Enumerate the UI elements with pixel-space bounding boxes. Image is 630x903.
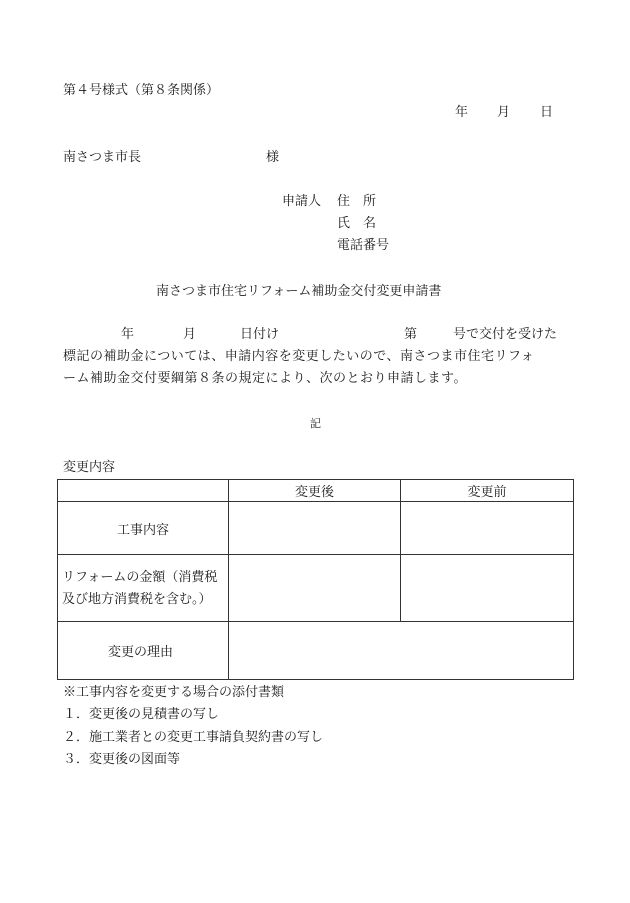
addressee-honorific: 様 [266,150,280,165]
table-row [58,622,574,680]
body-line-3: ーム補助金交付要綱第８条の規定により、次のとおり申請します。 [63,371,467,386]
attachments-heading: ※工事内容を変更する場合の添付書類 [63,685,285,700]
attachment-item: ２．施工業者との変更工事請負契約書の写し [63,730,324,745]
attachment-item: ３．変更後の図面等 [63,752,181,767]
attachment-item: １．変更後の見積書の写し [63,707,220,722]
date-month-label: 月 [497,105,511,120]
body-line-2: 標記の補助金については、申請内容を変更したいので、南さつま市住宅リフォ [63,349,535,364]
reason-cell[interactable] [229,622,574,680]
row-label-work: 工事内容 [58,502,229,555]
ref-month-label: 月 [183,327,197,342]
ref-year-label: 年 [121,327,135,342]
date-year-label: 年 [455,105,469,120]
amount-after-cell[interactable] [229,555,401,622]
document-title: 南さつま市住宅リフォーム補助金交付変更申請書 [156,284,442,299]
table-row [58,502,574,555]
header-before: 変更前 [401,480,574,502]
date-day-label: 日 [540,105,554,120]
applicant-address-label: 住 所 [337,194,377,209]
work-after-cell[interactable] [229,502,401,555]
header-empty-cell [58,480,229,502]
table-header-row [58,480,574,502]
ref-dated-label: 日付け [240,327,280,342]
addressee-name: 南さつま市長 [63,150,142,165]
header-after: 変更後 [229,480,401,502]
form-number: 第４号様式（第８条関係） [63,83,220,98]
ref-number-suffix: 号で交付を受けた [453,327,558,342]
row-label-reason: 変更の理由 [58,622,229,680]
table-row [58,555,574,622]
applicant-phone-label: 電話番号 [337,238,390,253]
row-label-amount: リフォームの金額（消費税及び地方消費税を含む。） [58,555,229,622]
work-before-cell[interactable] [401,502,574,555]
applicant-name-label: 氏 名 [337,216,377,231]
change-table [57,479,574,680]
ref-number-prefix: 第 [404,327,418,342]
section-label: 変更内容 [63,460,116,475]
ki-marker: 記 [310,417,321,430]
amount-before-cell[interactable] [401,555,574,622]
applicant-label: 申請人 [282,194,322,209]
